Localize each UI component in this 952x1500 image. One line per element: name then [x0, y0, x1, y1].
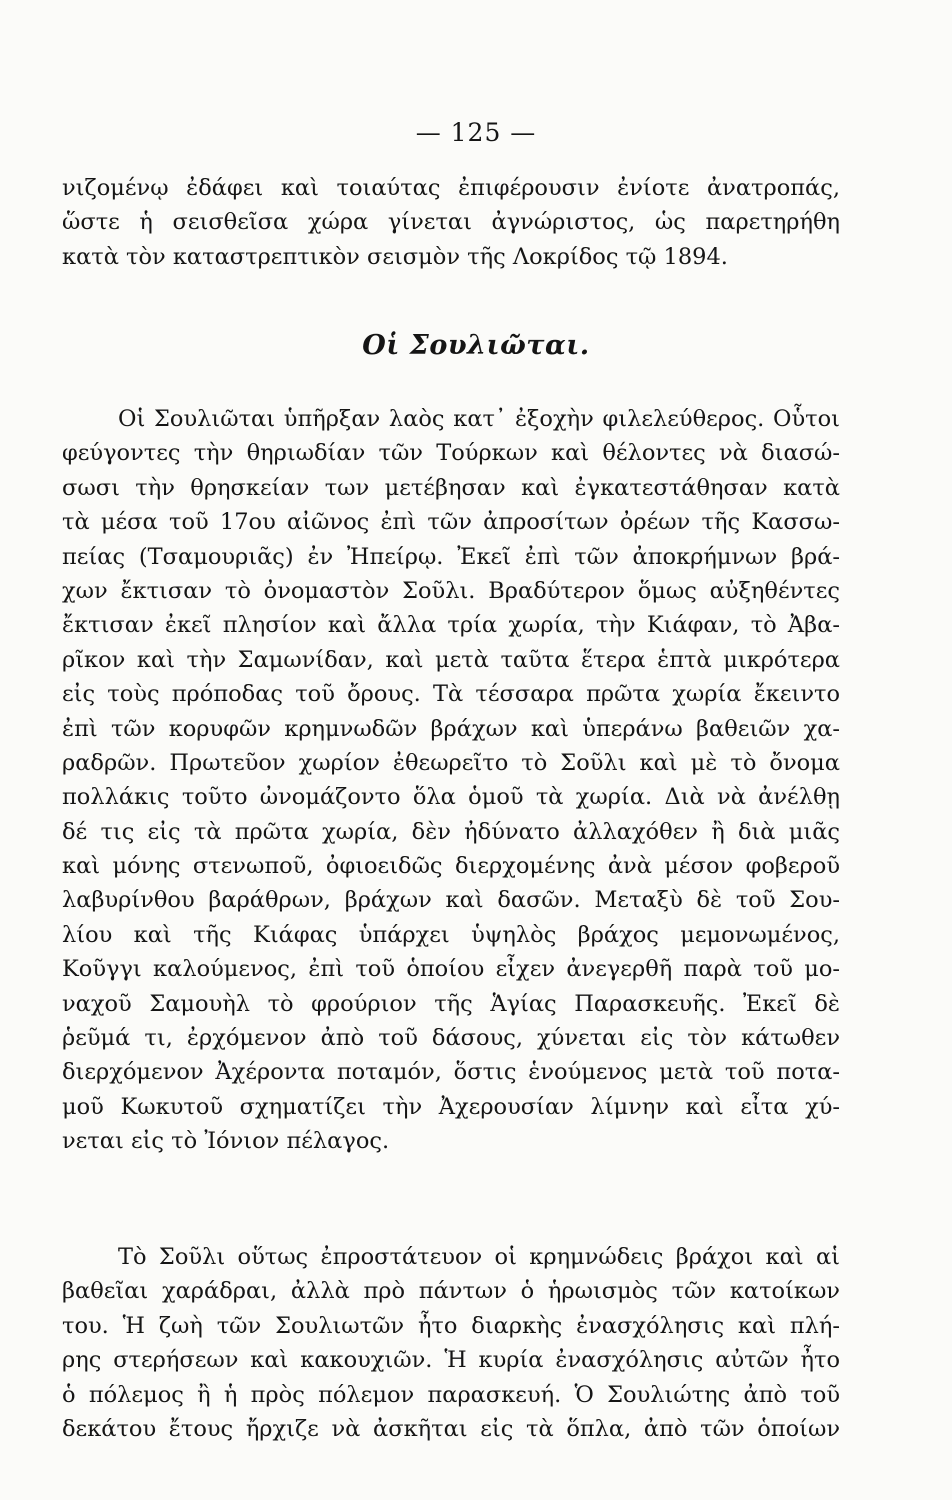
text-line: διερχόμενον Ἀχέροντα ποταμόν, ὅστις ἑνούμενος μετὰ τοῦ ποτα-: [62, 1059, 840, 1086]
text-line: ὥστε ἡ σεισθεῖσα χώρα γίνεται ἀγνώριστος, ὡς παρετηρήθη: [62, 209, 840, 236]
text-line: φεύγοντες τὴν θηριωδίαν τῶν Τούρκων καὶ θέλοντες νὰ διασώ-: [62, 440, 840, 467]
text-line: λίου καὶ τῆς Κιάφας ὑπάρχει ὑψηλὸς βράχος μεμονωμένος,: [62, 921, 840, 948]
text-line: κατὰ τὸν καταστρεπτικὸν σεισμὸν τῆς Λοκρίδος τῷ 1894.: [62, 243, 728, 270]
text-line: χων ἔκτισαν τὸ ὀνομαστὸν Σοῦλι. Βραδύτερον ὅμως αὐξηθέντες: [62, 577, 840, 604]
text-line: ὁ πόλεμος ἢ ἡ πρὸς πόλεμον παρασκευή. Ὁ Σουλιώτης ἀπὸ τοῦ: [62, 1381, 840, 1408]
text-line: Τὸ Σοῦλι οὕτως ἐπροστάτευον οἱ κρημνώδεις βράχοι καὶ αἱ: [118, 1244, 840, 1270]
text-line: νιζομένῳ ἐδάφει καὶ τοιαύτας ἐπιφέρουσιν ἐνίοτε ἀνατροπάς,: [62, 175, 840, 201]
paragraph-2: [62, 1240, 840, 1446]
text-line: ῥεῦμά τι, ἐρχόμενον ἀπὸ τοῦ δάσους, χύνεται εἰς τὸν κάτωθεν: [62, 1025, 840, 1052]
text-line: λαβυρίνθου βαράθρων, βράχων καὶ δασῶν. Μεταξὺ δὲ τοῦ Σου-: [62, 887, 840, 914]
section-heading: Οἱ Σουλιῶται.: [362, 330, 590, 361]
text-line: ἔκτισαν ἐκεῖ πλησίον καὶ ἄλλα τρία χωρία, τὴν Κιάφαν, τὸ Ἀβα-: [62, 612, 840, 639]
paragraph-1: [62, 402, 840, 1159]
text-line: πολλάκις τοῦτο ὠνομάζοντο ὅλα ὁμοῦ τὰ χωρία. Διὰ νὰ ἀνέλθῃ: [62, 784, 840, 811]
text-line: του. Ἡ ζωὴ τῶν Σουλιωτῶν ἦτο διαρκὴς ἐνασχόλησις καὶ πλή-: [62, 1312, 840, 1339]
text-line: μοῦ Κωκυτοῦ σχηματίζει τὴν Ἀχερουσίαν λίμνην καὶ εἶτα χύ-: [62, 1093, 840, 1120]
intro-text: [62, 171, 840, 274]
text-line: εἰς τοὺς πρόποδας τοῦ ὄρους. Τὰ τέσσαρα πρῶτα χωρία ἔκειντο: [62, 681, 840, 708]
text-line: ραδρῶν. Πρωτεῦον χωρίον ἐθεωρεῖτο τὸ Σοῦλι καὶ μὲ τὸ ὄνομα: [62, 749, 840, 776]
text-line: τὰ μέσα τοῦ 17ου αἰῶνος ἐπὶ τῶν ἀπροσίτων ὀρέων τῆς Κασσω-: [62, 509, 840, 536]
text-line: ναχοῦ Σαμουὴλ τὸ φρούριον τῆς Ἁγίας Παρασκευῆς. Ἐκεῖ δὲ: [62, 990, 840, 1017]
text-line: δεκάτου ἔτους ἤρχιζε νὰ ἀσκῆται εἰς τὰ ὅπλα, ἀπὸ τῶν ὁποίων: [62, 1415, 840, 1442]
text-line: πείας (Τσαμουριᾶς) ἐν Ἠπείρῳ. Ἐκεῖ ἐπὶ τῶν ἀποκρήμνων βρά-: [62, 543, 840, 570]
page-number: — 125 —: [415, 118, 537, 147]
text-line: σωσι τὴν θρησκείαν των μετέβησαν καὶ ἐγκατεστάθησαν κατὰ: [62, 474, 840, 501]
text-line: δέ τις εἰς τὰ πρῶτα χωρία, δὲν ἠδύνατο ἀλλαχόθεν ἢ διὰ μιᾶς: [62, 818, 840, 845]
text-line: ἐπὶ τῶν κορυφῶν κρημνωδῶν βράχων καὶ ὑπεράνω βαθειῶν χα-: [62, 715, 840, 742]
text-line: Οἱ Σουλιῶται ὑπῆρξαν λαὸς κατ᾽ ἐξοχὴν φιλελεύθερος. Οὗτοι: [118, 406, 840, 432]
text-line: καὶ μόνης στενωποῦ, ὀφιοειδῶς διερχομένης ἀνὰ μέσον φοβεροῦ: [62, 853, 840, 880]
text-line: νεται εἰς τὸ Ἰόνιον πέλαγος.: [62, 1128, 390, 1155]
text-line: ρῖκον καὶ τὴν Σαμωνίδαν, καὶ μετὰ ταῦτα ἕτερα ἑπτὰ μικρότερα: [62, 646, 840, 673]
text-line: ρης στερήσεων καὶ κακουχιῶν. Ἡ κυρία ἐνασχόλησις αὐτῶν ἦτο: [62, 1347, 840, 1374]
text-line: Κοῦγγι καλούμενος, ἐπὶ τοῦ ὁποίου εἶχεν ἀνεγερθῆ παρὰ τοῦ μο-: [62, 956, 840, 983]
text-line: βαθεῖαι χαράδραι, ἀλλὰ πρὸ πάντων ὁ ἡρωισμὸς τῶν κατοίκων: [62, 1278, 840, 1305]
